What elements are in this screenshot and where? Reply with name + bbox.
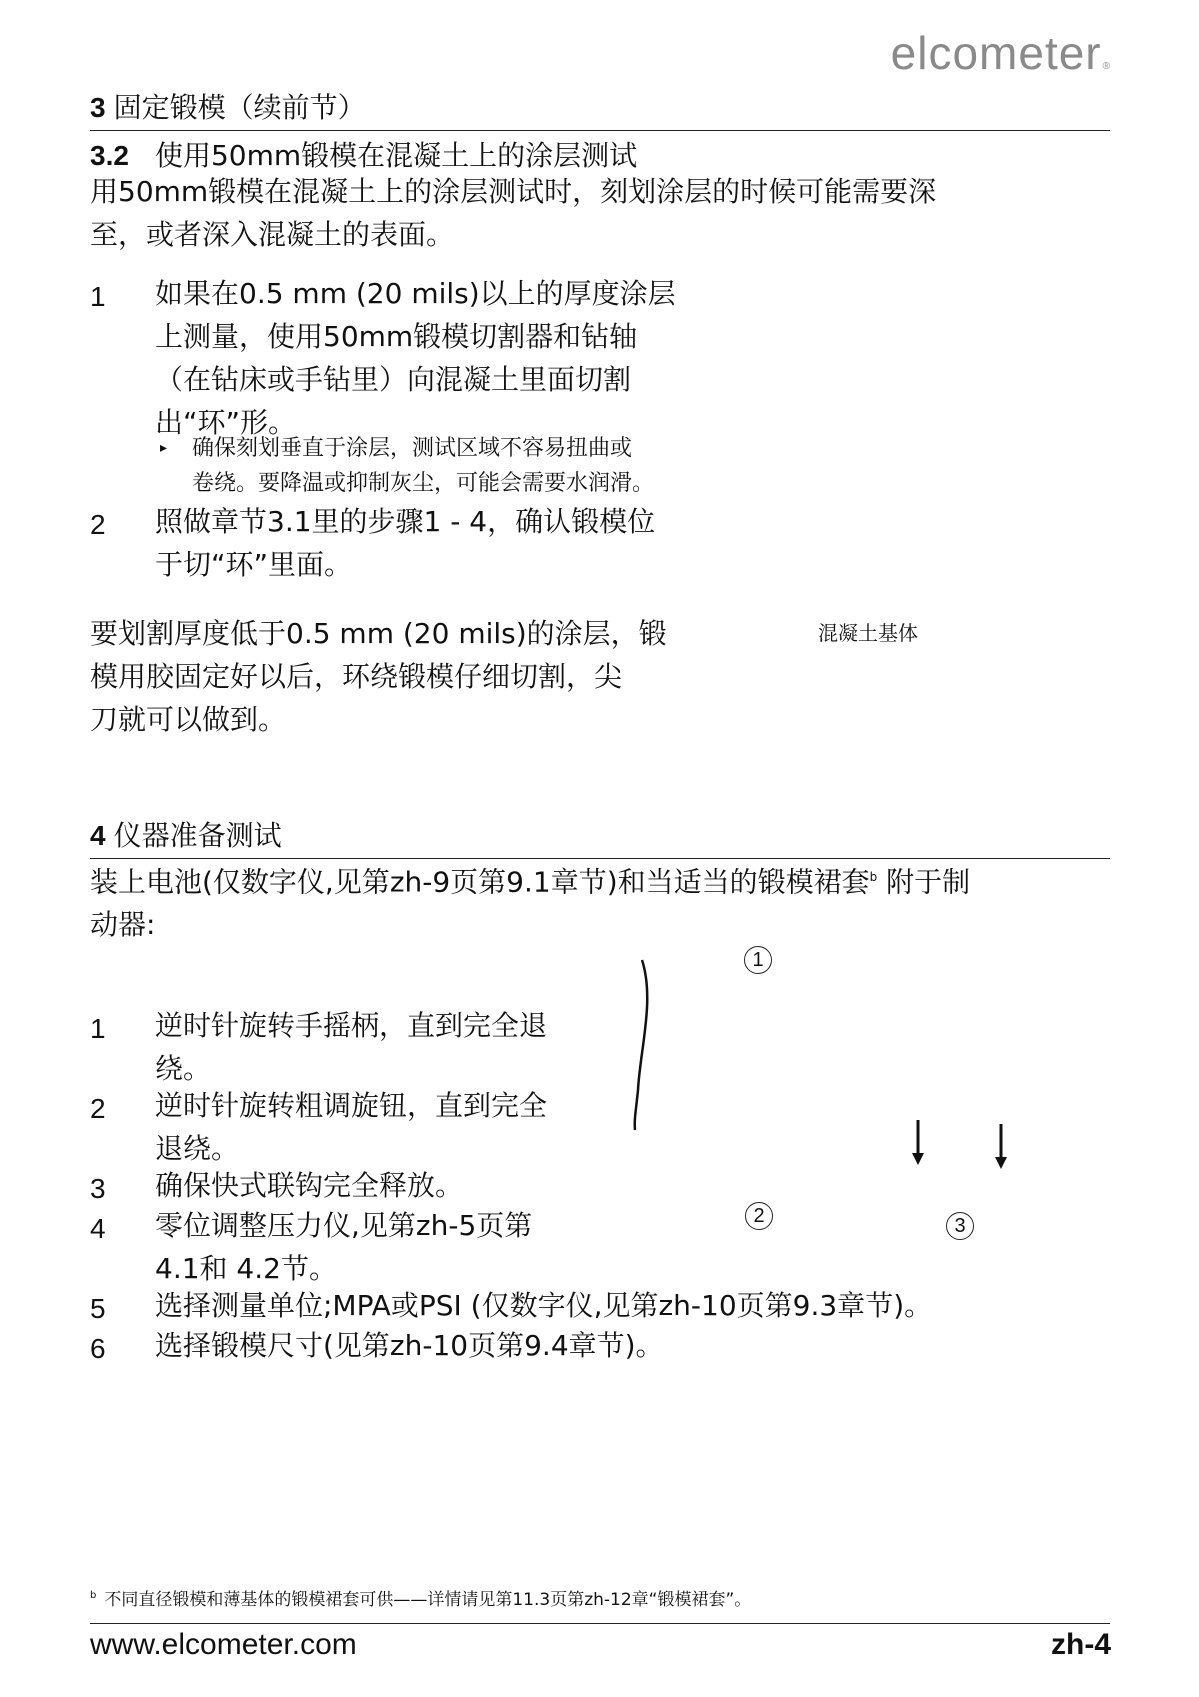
section-4-intro	[90, 856, 970, 946]
note-text	[192, 431, 654, 501]
step-line: 逆时针旋转粗调旋钮，直到完全	[155, 1089, 548, 1122]
callout-2: 2	[745, 1202, 773, 1230]
step-line: 选择测量单位;MPA或PSI (仅数字仪,见第zh-10页第9.3章节)。	[155, 1289, 933, 1322]
brand-name: elcometer	[890, 27, 1102, 79]
step-text	[155, 1284, 932, 1327]
paragraph-line: 要划割厚度低于0.5 mm (20 mils)的涂层，锻	[90, 617, 667, 650]
step-line: 如果在0.5 mm (20 mils)以上的厚度涂层	[155, 277, 676, 310]
step-line: 绕。	[155, 1052, 212, 1085]
step-number: 5	[90, 1293, 106, 1324]
intro-line-start: 装上电池(仅数字仪,见第zh-9页第9.1章节)和当适当的锻模裙套	[90, 865, 870, 899]
step-line: 4.1和 4.2节。	[155, 1252, 337, 1285]
intro-line: 动器:	[90, 908, 156, 942]
step-number: 6	[90, 1333, 106, 1364]
footnote-reference: b	[869, 870, 878, 884]
registered-mark: ®	[1102, 61, 1111, 72]
step-line: 上测量，使用50mm锻模切割器和钻轴	[155, 320, 638, 353]
step-line: （在钻床或手钻里）向混凝土里面切割	[155, 363, 632, 396]
subsection-3-2-intro	[90, 170, 936, 256]
step-line: 零位调整压力仪,见第zh-5页第	[155, 1209, 533, 1242]
section-4-number: 4	[90, 820, 106, 851]
step-line: 确保快式联钩完全释放。	[155, 1169, 464, 1202]
callout-3: 3	[946, 1212, 974, 1240]
step-line: 选择锻模尺寸(见第zh-10页第9.4章节)。	[155, 1329, 664, 1362]
step-number: 1	[90, 1013, 106, 1044]
intro-line	[90, 856, 970, 903]
crank-handle-outline	[635, 960, 648, 1130]
step-number: 2	[90, 509, 106, 540]
note-line: 卷绕。要降温或抑制灰尘，可能会需要水润滑。	[192, 471, 655, 496]
step-line: 逆时针旋转手摇柄，直到完全退	[155, 1009, 548, 1042]
intro-line: 用50mm锻模在混凝土上的涂层测试时，刻划涂层的时候可能需要深	[90, 175, 937, 208]
step-text	[155, 1084, 547, 1170]
step-text	[155, 500, 655, 586]
step-text	[155, 1204, 532, 1290]
footnote	[90, 1585, 751, 1610]
section-3-title: 固定锻模（续前节）	[113, 91, 366, 124]
footer-rule	[90, 1623, 1110, 1624]
step-number: 1	[90, 281, 106, 312]
step-line: 退绕。	[155, 1132, 240, 1165]
step-line: 照做章节3.1里的步骤1 - 4，确认锻模位	[155, 505, 656, 538]
figure-label-concrete-substrate: 混凝土基体	[818, 621, 918, 645]
intro-line: 至，或者深入混凝土的表面。	[90, 218, 455, 251]
step-line: 出“环”形。	[155, 406, 297, 439]
down-arrow-icon	[912, 1120, 924, 1165]
section-3-heading	[90, 86, 1110, 131]
subsection-3-2-number: 3.2	[90, 140, 129, 171]
page-number: zh-4	[1051, 1628, 1111, 1661]
thin-coating-paragraph	[90, 612, 667, 741]
step-text	[155, 1004, 547, 1090]
note-line: 确保刻划垂直于涂层，测试区域不容易扭曲或	[192, 436, 633, 461]
step-text	[155, 272, 676, 444]
down-arrow-icon	[995, 1124, 1007, 1169]
section-4-title: 仪器准备测试	[113, 819, 282, 852]
subsection-3-2-heading	[90, 134, 637, 174]
elcometer-logo	[891, 26, 1111, 80]
callout-1: 1	[744, 946, 772, 974]
instrument-figure	[600, 940, 1060, 1240]
step-number: 3	[90, 1173, 106, 1204]
section-3-number: 3	[90, 92, 106, 123]
step-text	[155, 1324, 664, 1367]
step-number: 4	[90, 1213, 106, 1244]
footnote-text: 不同直径锻模和薄基体的锻模裙套可供——详情请见第11.3页第zh-12章“锻模裙套”。	[104, 1590, 752, 1610]
bullet-arrow-icon: ▸	[160, 440, 168, 456]
section-4-heading	[90, 814, 1110, 859]
paragraph-line: 模用胶固定好以后，环绕锻模仔细切割，尖	[90, 660, 623, 693]
step-text	[155, 1164, 463, 1207]
paragraph-line: 刀就可以做到。	[90, 703, 287, 736]
footnote-mark: b	[90, 1590, 97, 1602]
step-line: 于切“环”里面。	[155, 548, 353, 581]
subsection-3-2-title: 使用50mm锻模在混凝土上的涂层测试	[154, 139, 638, 172]
intro-line-end: 附于制	[877, 865, 971, 899]
step-number: 2	[90, 1093, 106, 1124]
footer-url-link[interactable]: www.elcometer.com	[90, 1628, 357, 1661]
